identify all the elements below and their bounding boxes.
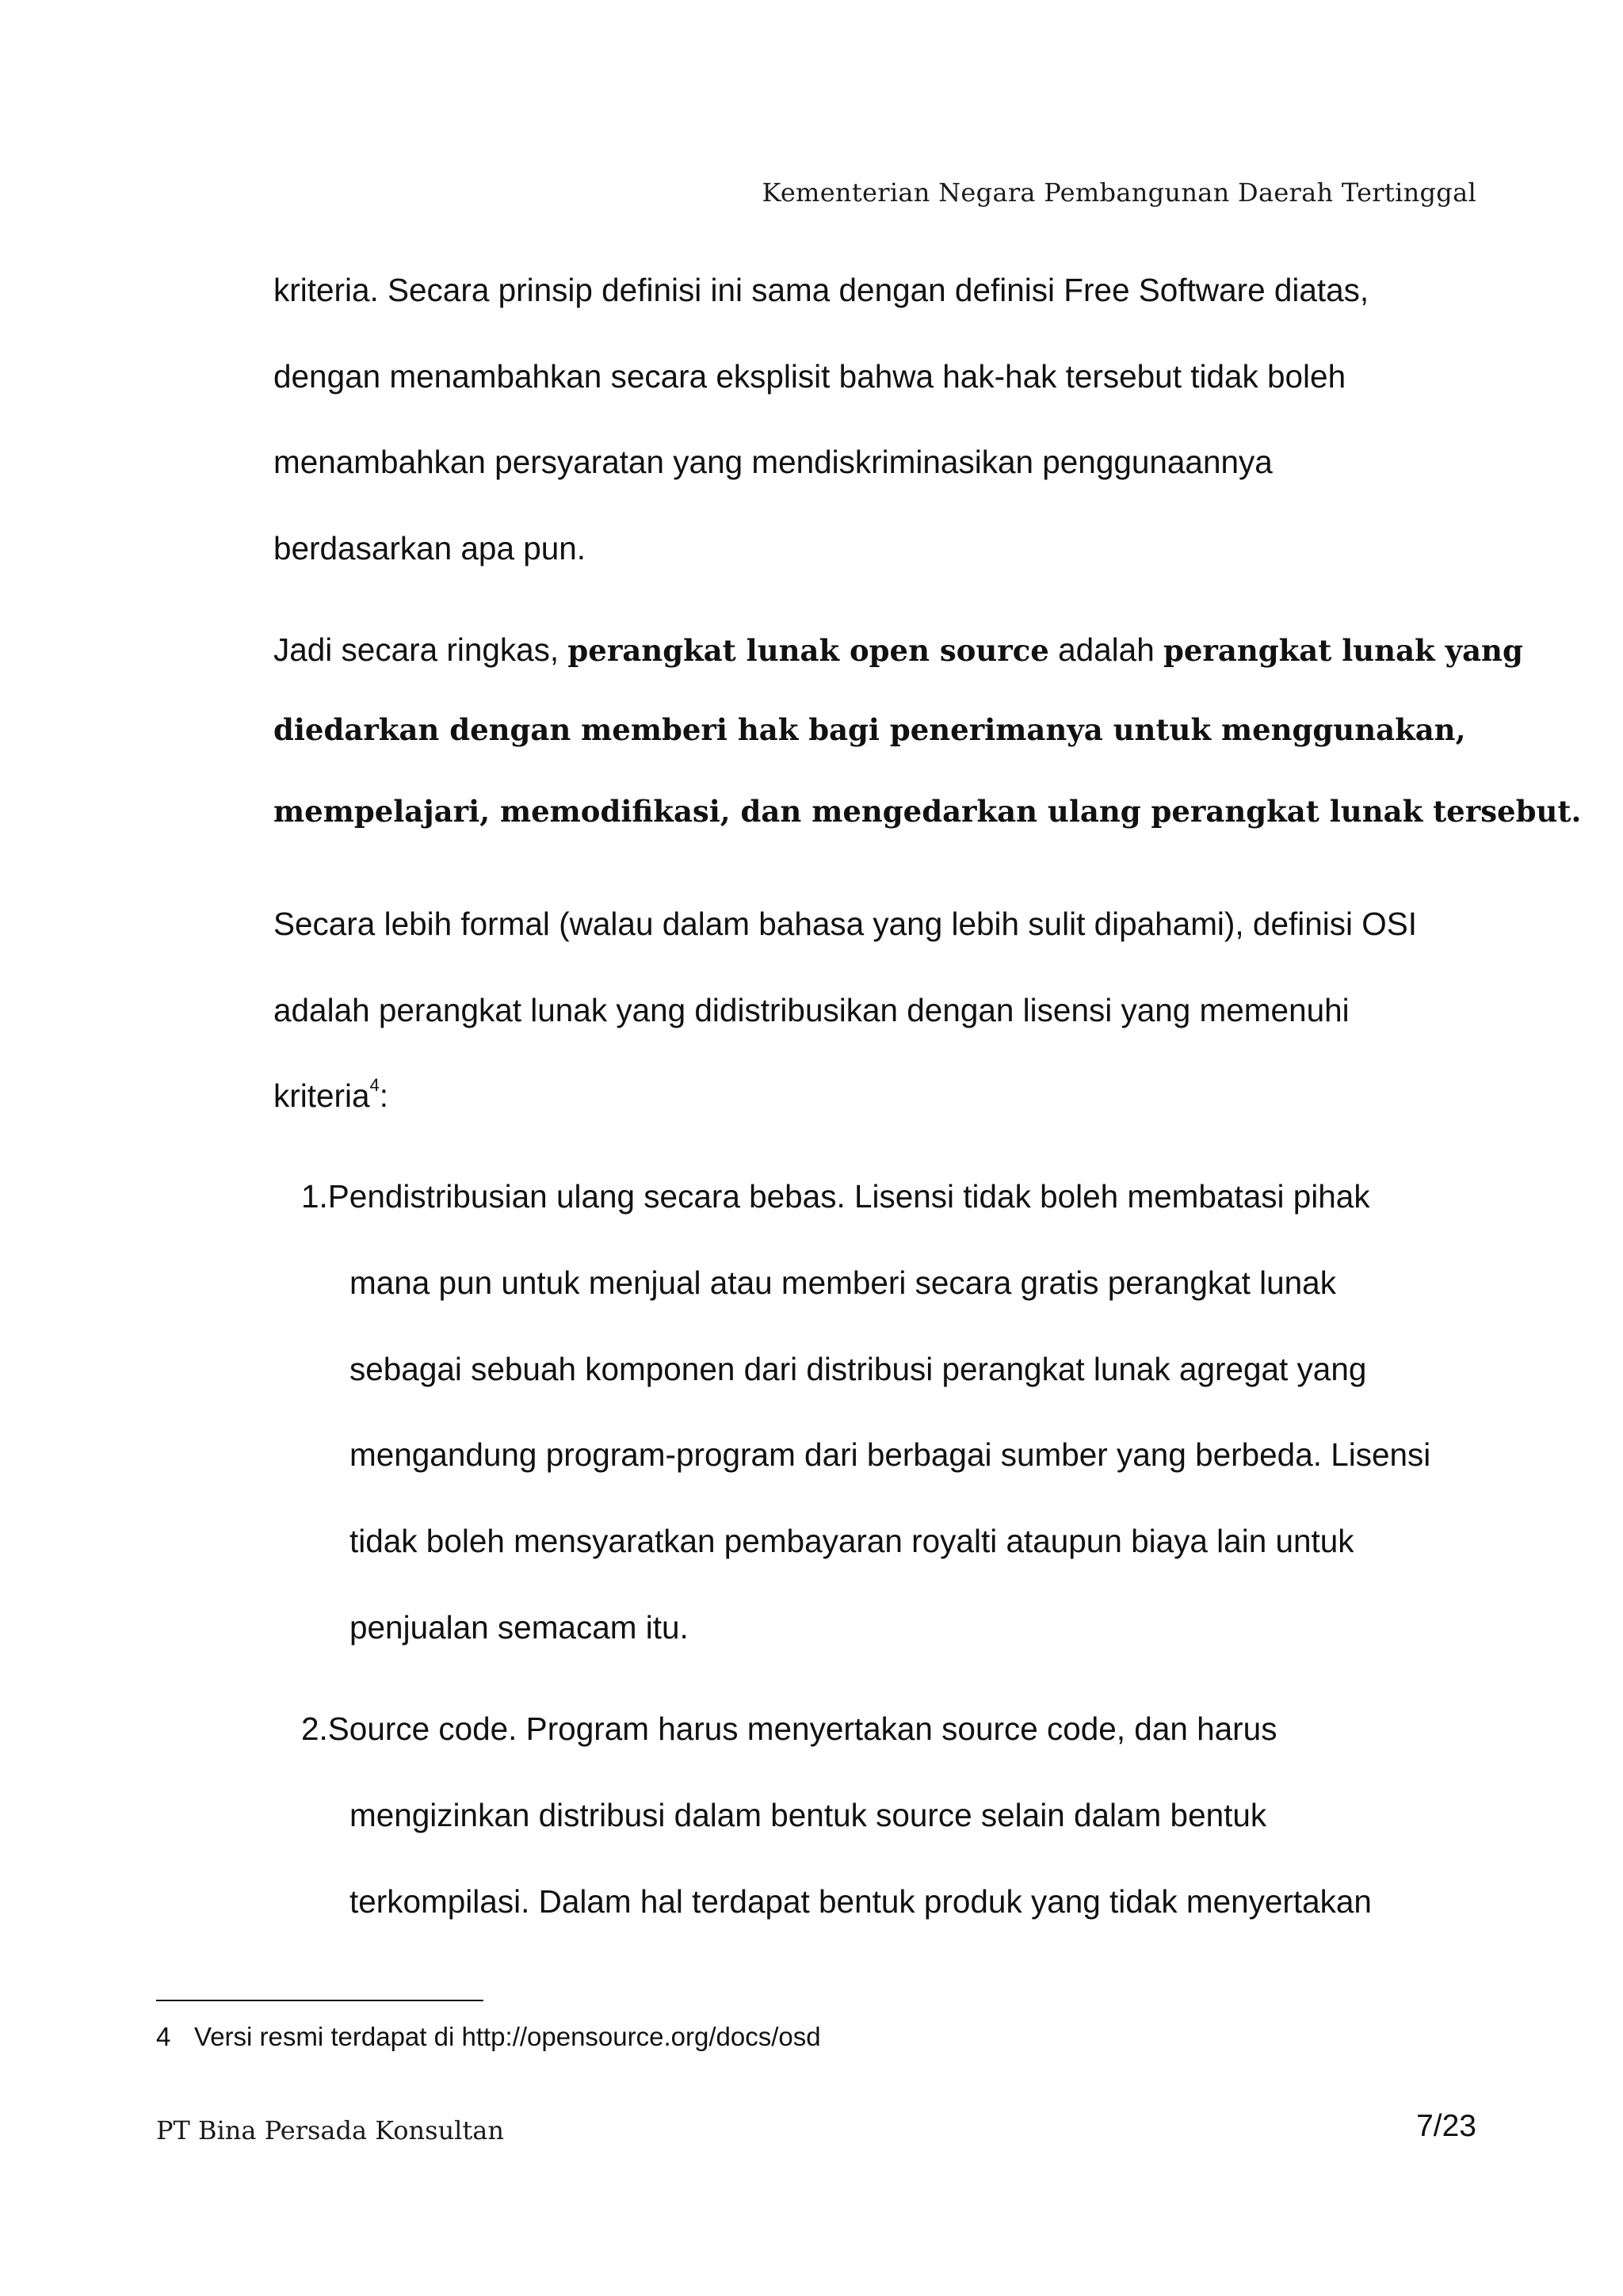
paragraph-2-line-1: [273, 631, 1523, 668]
paragraph-2-bold-term: perangkat lunak open source: [567, 633, 1049, 668]
list-item-1-line-3: sebagai sebuah komponen dari distribusi perangkat lunak agregat yang: [349, 1351, 1367, 1387]
list-item-1-line-4: mengandung program-program dari berbagai sumber yang berbeda. Lisensi: [349, 1436, 1431, 1473]
paragraph-1-line-3: menambahkan persyaratan yang mendiskriminasikan penggunaannya: [273, 444, 1273, 480]
list-item-2-line-1: Source code. Program harus menyertakan source code, dan harus: [327, 1711, 1277, 1747]
paragraph-1-line-1: kriteria. Secara prinsip definisi ini sama dengan definisi Free Software diatas,: [273, 272, 1369, 308]
list-item-1-first-line: [301, 1180, 1370, 1213]
list-item-1-line-6: penjualan semacam itu.: [349, 1609, 689, 1646]
list-item-1-line-2: mana pun untuk menjual atau memberi secara gratis perangkat lunak: [349, 1264, 1336, 1301]
paragraph-2-line-2: diedarkan dengan memberi hak bagi penerimanya untuk menggunakan,: [273, 712, 1466, 747]
list-item-1-number: 1.: [301, 1178, 328, 1215]
footnote-number: 4: [156, 2022, 171, 2051]
list-item-2-number: 2.: [301, 1711, 328, 1747]
footnote: [156, 2022, 821, 2052]
paragraph-3-line-3: [273, 1074, 389, 1114]
page-header-title: Kementerian Negara Pembangunan Daerah Tertinggal: [762, 177, 1476, 208]
paragraph-2-intro: Jadi secara ringkas,: [273, 631, 568, 668]
list-item-2-line-3: terkompilasi. Dalam hal terdapat bentuk produk yang tidak menyertakan: [349, 1883, 1372, 1920]
paragraph-2-line-3: mempelajari, memodifikasi, dan mengedarkan ulang perangkat lunak tersebut.: [273, 794, 1582, 829]
page-number: 7/23: [1416, 2109, 1476, 2143]
list-item-1-line-1: Pendistribusian ulang secara bebas. Lisensi tidak boleh membatasi pihak: [327, 1178, 1370, 1215]
footnote-text: Versi resmi terdapat di http://opensource.org/docs/osd: [194, 2022, 821, 2051]
list-item-2-first-line: [301, 1713, 1277, 1745]
paragraph-3-last-word: kriteria: [273, 1077, 370, 1114]
paragraph-2-middle: adalah: [1048, 631, 1163, 668]
footer-company: PT Bina Persada Konsultan: [156, 2115, 504, 2145]
paragraph-1-line-4: berdasarkan apa pun.: [273, 530, 586, 566]
footnote-separator: [156, 2000, 483, 2001]
paragraph-3-line-1: Secara lebih formal (walau dalam bahasa yang lebih sulit dipahami), definisi OSI: [273, 906, 1418, 942]
footnote-reference: 4: [369, 1074, 380, 1095]
paragraph-3-colon: :: [379, 1077, 389, 1114]
paragraph-3-line-2: adalah perangkat lunak yang didistribusikan dengan lisensi yang memenuhi: [273, 992, 1350, 1028]
paragraph-2-bold-definition-start: perangkat lunak yang: [1163, 633, 1523, 668]
paragraph-1-line-2: dengan menambahkan secara eksplisit bahwa hak-hak tersebut tidak boleh: [273, 358, 1346, 395]
list-item-2-line-2: mengizinkan distribusi dalam bentuk source selain dalam bentuk: [349, 1797, 1267, 1833]
list-item-1-line-5: tidak boleh mensyaratkan pembayaran royalti ataupun biaya lain untuk: [349, 1523, 1354, 1559]
